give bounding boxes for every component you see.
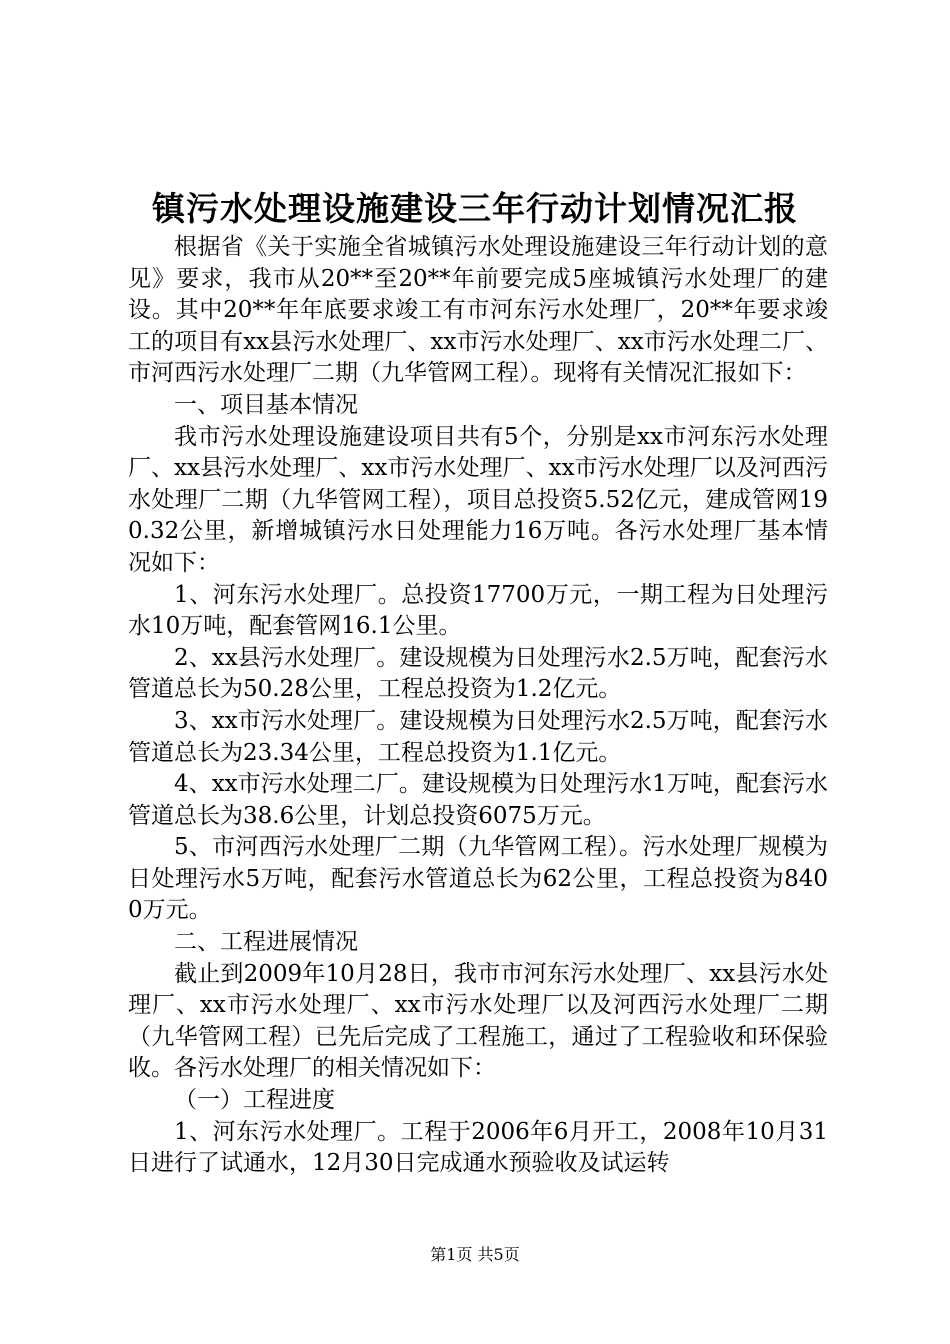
paragraph-item-5: 5、市河西污水处理厂二期（九华管网工程）。污水处理厂规模为日处理污水5万吨，配套污水管道总长为62公里，工程总投资为8400万元。 bbox=[128, 834, 828, 924]
document-body bbox=[128, 232, 828, 1180]
page-footer: 第1页 共5页 bbox=[430, 1245, 520, 1264]
subsection-heading-1: （一）工程进度 bbox=[174, 1087, 335, 1114]
paragraph-item-1: 1、河东污水处理厂。总投资17700万元，一期工程为日处理污水10万吨，配套管网16.1公里。 bbox=[128, 581, 828, 640]
document-title: 镇污水处理设施建设三年行动计划情况汇报 bbox=[152, 189, 798, 228]
paragraph-intro: 根据省《关于实施全省城镇污水处理设施建设三年行动计划的意见》要求，我市从20**至20**年前要完成5座城镇污水处理厂的建设。其中20**年年底要求竣工有市河东污水处理厂，20**年要求竣工的项目有xx县污水处理厂、xx市污水处理厂、xx市污水处理二厂、市河西污水处理厂二期（九华管网工程）。现将有关情况汇报如下： bbox=[128, 234, 828, 387]
paragraph-item-3: 3、xx市污水处理厂。建设规模为日处理污水2.5万吨，配套污水管道总长为23.34公里，工程总投资为1.1亿元。 bbox=[128, 707, 828, 766]
paragraph-progress-item-1: 1、河东污水处理厂。工程于2006年6月开工，2008年10月31日进行了试通水，12月30日完成通水预验收及试运转 bbox=[128, 1118, 828, 1177]
paragraph-item-2: 2、xx县污水处理厂。建设规模为日处理污水2.5万吨，配套污水管道总长为50.28公里，工程总投资为1.2亿元。 bbox=[128, 644, 828, 703]
section-heading-2: 二、工程进展情况 bbox=[174, 929, 358, 956]
paragraph-project-overview: 我市污水处理设施建设项目共有5个，分别是xx市河东污水处理厂、xx县污水处理厂、xx市污水处理厂、xx市污水处理厂以及河西污水处理厂二期（九华管网工程），项目总投资5.52亿元，建成管网190.32公里，新增城镇污水日处理能力16万吨。各污水处理厂基本情况如下： bbox=[128, 423, 828, 576]
paragraph-item-4: 4、xx市污水处理二厂。建设规模为日处理污水1万吨，配套污水管道总长为38.6公里，计划总投资6075万元。 bbox=[128, 771, 828, 829]
paragraph-progress-overview: 截止到2009年10月28日，我市市河东污水处理厂、xx县污水处理厂、xx市污水处理厂、xx市污水处理厂以及河西污水处理厂二期（九华管网工程）已先后完成了工程施工，通过了工程验收和环保验收。各污水处理厂的相关情况如下： bbox=[128, 960, 828, 1082]
section-heading-1: 一、项目基本情况 bbox=[174, 391, 358, 418]
